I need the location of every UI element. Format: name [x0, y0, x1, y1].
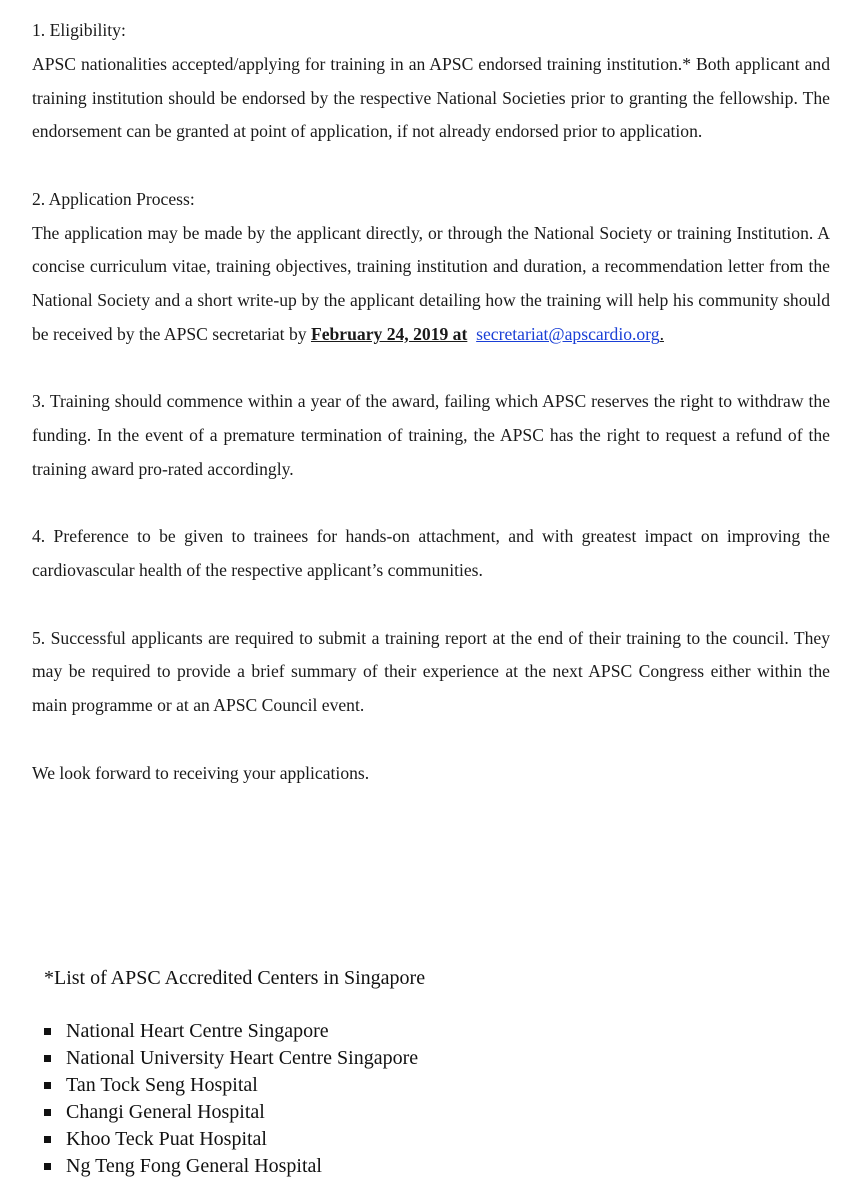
document-body [32, 14, 830, 790]
square-bullet-icon [44, 1028, 51, 1035]
preference-text: 4. Preference to be given to trainees for hands-on attachment, and with greatest impact on improving the cardiovascular health of the respective applicant’s communities. [32, 526, 830, 581]
eligibility-section [32, 14, 830, 149]
closing-section [32, 757, 830, 791]
square-bullet-icon [44, 1136, 51, 1143]
accredited-centers-list [44, 964, 804, 1180]
list-item [44, 1045, 804, 1072]
list-item [44, 1018, 804, 1045]
application-process-heading: 2. Application Process: [32, 188, 195, 209]
list-item [44, 1153, 804, 1180]
square-bullet-icon [44, 1163, 51, 1170]
centers-list [44, 1018, 804, 1180]
training-report-section [32, 622, 830, 723]
secretariat-email-link[interactable]: secretariat@apscardio.org [476, 323, 660, 344]
training-commencement-section [32, 385, 830, 486]
training-commencement-text: 3. Training should commence within a year of the award, failing which APSC reserves the right to withdraw the funding. In the event of a premature termination of training, the APSC has the right to request a refund of the training award pro-rated accordingly. [32, 391, 830, 479]
email-trailing-period: . [659, 323, 664, 344]
closing-text: We look forward to receiving your applications. [32, 762, 370, 783]
application-process-text: The application may be made by the applicant directly, or through the National Society or training Institution. A concise curriculum vitae, training objectives, training institution and duration, a recommendation letter from the National Society and a short write-up by the applicant detailing how the training will help his community should be received by the APSC secretariat by [32, 222, 830, 344]
center-name: National University Heart Centre Singapore [66, 1047, 419, 1069]
accredited-centers-title: *List of APSC Accredited Centers in Singapore [44, 967, 426, 989]
list-item [44, 1072, 804, 1099]
list-item [44, 1126, 804, 1153]
square-bullet-icon [44, 1082, 51, 1089]
square-bullet-icon [44, 1109, 51, 1116]
preference-section [32, 520, 830, 588]
center-name: Ng Teng Fong General Hospital [66, 1155, 322, 1177]
center-name: Changi General Hospital [66, 1101, 265, 1123]
application-process-section [32, 183, 830, 352]
center-name: Tan Tock Seng Hospital [66, 1074, 258, 1096]
eligibility-heading: 1. Eligibility: [32, 20, 126, 40]
list-item [44, 1099, 804, 1126]
center-name: Khoo Teck Puat Hospital [66, 1128, 267, 1150]
application-deadline: February 24, 2019 at [310, 323, 468, 344]
center-name: National Heart Centre Singapore [66, 1020, 329, 1042]
training-report-text: 5. Successful applicants are required to submit a training report at the end of their training to the council. They may be required to provide a brief summary of their experience at the next APSC Congress either within the main programme or at an APSC Council event. [32, 627, 830, 716]
eligibility-text: APSC nationalities accepted/applying for training in an APSC endorsed training institution.* Both applicant and training institution should be endorsed by the respective National Societies prior to granting the fellowship. The endorsement can be granted at point of application, if not already endorsed prior to application. [32, 53, 830, 142]
square-bullet-icon [44, 1055, 51, 1062]
